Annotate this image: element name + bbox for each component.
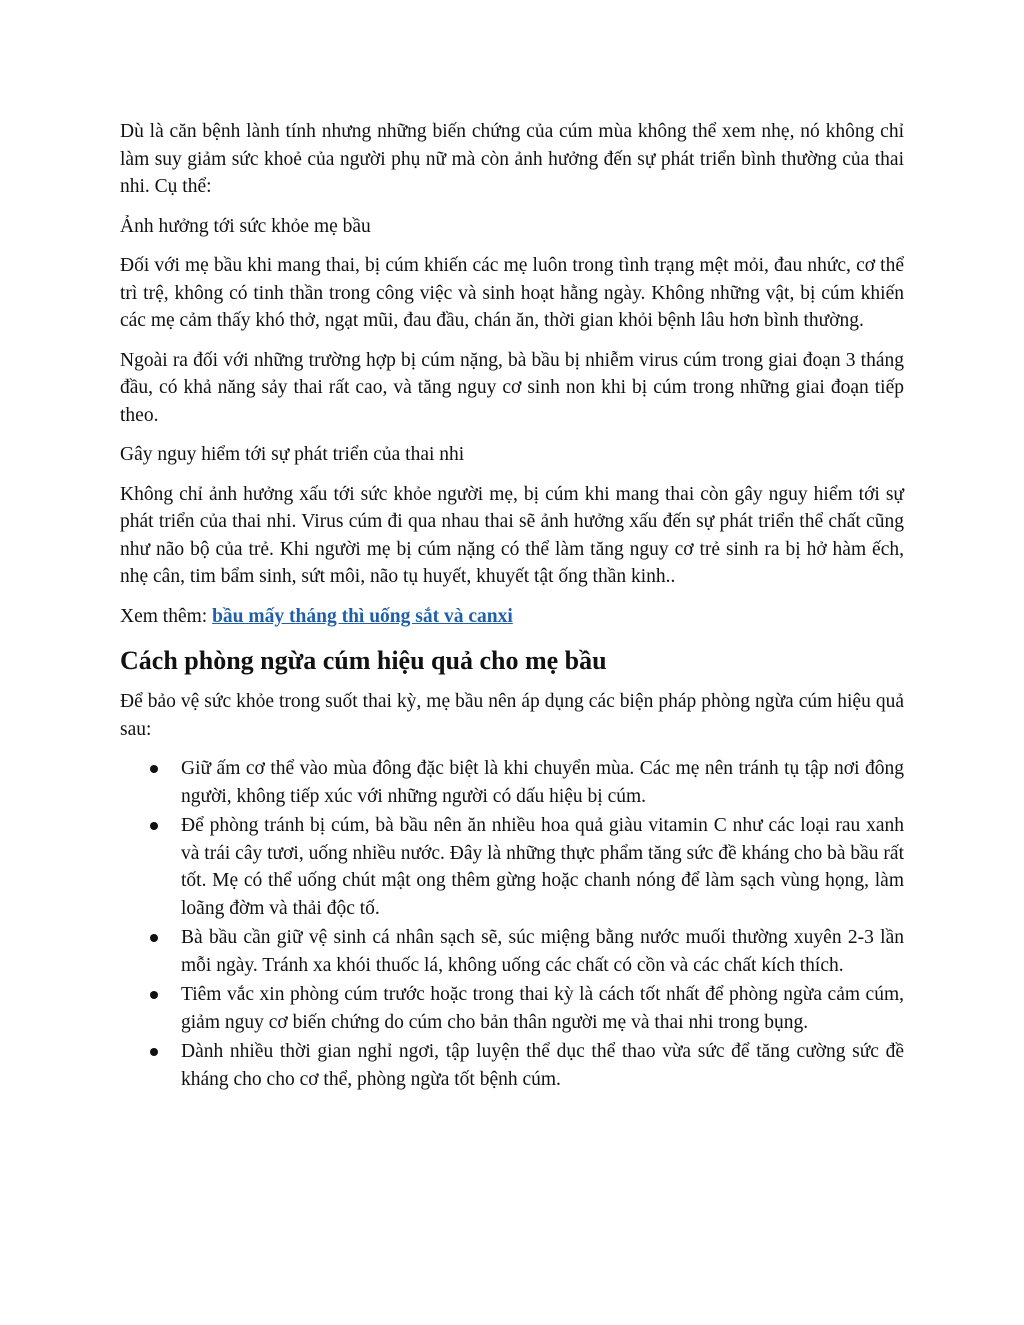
subheading-fetus-danger: Gây nguy hiểm tới sự phát triển của thai nhi: [120, 444, 465, 465]
see-more-line: [120, 603, 904, 631]
list-item-text: Để phòng tránh bị cúm, bà bầu nên ăn nhiều hoa quả giàu vitamin C như các loại rau xanh và trái cây tươi, uống nhiều nước. Đây là những thực phẩm tăng sức đề kháng cho bà bầu rất tốt. Mẹ có thể uống chút mật ong thêm gừng hoặc chanh nóng để làm sạch vùng họng, làm loãng đờm và thải độc tố.: [181, 815, 904, 919]
section-lead-paragraph: Để bảo vệ sức khỏe trong suốt thai kỳ, mẹ bầu nên áp dụng các biện pháp phòng ngừa cúm hiệu quả sau:: [120, 691, 904, 740]
list-item-text: Bà bầu cần giữ vệ sinh cá nhân sạch sẽ, súc miệng bằng nước muối thường xuyên 2-3 lần mỗi ngày. Tránh xa khói thuốc lá, không uống các chất có cồn và các chất kích thích.: [181, 927, 904, 976]
bullet-icon: [150, 822, 158, 830]
list-item: [120, 755, 904, 810]
document-page: [120, 118, 904, 1095]
list-item-text: Dành nhiều thời gian nghỉ ngơi, tập luyện thể dục thể thao vừa sức để tăng cường sức đề kháng cho cho cơ thể, phòng ngừa tốt bệnh cúm.: [181, 1041, 904, 1090]
fetus-paragraph: Không chỉ ảnh hưởng xấu tới sức khỏe người mẹ, bị cúm khi mang thai còn gây nguy hiểm tới sự phát triển của thai nhi. Virus cúm đi qua nhau thai sẽ ảnh hưởng xấu đến sự phát triển thể chất cũng như não bộ của trẻ. Khi người mẹ bị cúm nặng có thể làm tăng nguy cơ trẻ sinh ra bị hở hàm ếch, nhẹ cân, tim bẩm sinh, sứt môi, não tụ huyết, khuyết tật ống thần kinh..: [120, 483, 904, 587]
bullet-icon: [150, 1048, 158, 1056]
list-item: [120, 924, 904, 979]
mother-paragraph-2: Ngoài ra đối với những trường hợp bị cúm nặng, bà bầu bị nhiễm virus cúm trong giai đoạn 3 tháng đầu, có khả năng sảy thai rất cao, và tăng nguy cơ sinh non khi bị cúm trong những giai đoạn tiếp theo.: [120, 349, 904, 426]
subheading-mother-health: Ảnh hưởng tới sức khỏe mẹ bầu: [120, 215, 371, 237]
list-item-text: Tiêm vắc xin phòng cúm trước hoặc trong thai kỳ là cách tốt nhất để phòng ngừa cảm cúm, giảm nguy cơ biến chứng do cúm cho bản thân người mẹ và thai nhi trong bụng.: [181, 984, 904, 1033]
section-title: Cách phòng ngừa cúm hiệu quả cho mẹ bầu: [120, 646, 607, 675]
intro-paragraph: Dù là căn bệnh lành tính nhưng những biến chứng của cúm mùa không thể xem nhẹ, nó không chỉ làm suy giảm sức khoẻ của người phụ nữ mà còn ảnh hưởng đến sự phát triển bình thường của thai nhi. Cụ thể:: [120, 121, 904, 197]
prevention-list: [120, 755, 904, 1093]
mother-paragraph-1: Đối với mẹ bầu khi mang thai, bị cúm khiến các mẹ luôn trong tình trạng mệt mỏi, đau nhức, cơ thể trì trệ, không có tinh thần trong công việc và sinh hoạt hằng ngày. Không những vật, bị cúm khiến các mẹ cảm thấy khó thở, ngạt mũi, đau đầu, chán ăn, thời gian khỏi bệnh lâu hơn bình thường.: [120, 255, 904, 331]
list-item: [120, 981, 904, 1036]
see-more-link[interactable]: bầu mấy tháng thì uống sắt và canxi: [212, 605, 513, 627]
list-item-text: Giữ ấm cơ thể vào mùa đông đặc biệt là khi chuyển mùa. Các mẹ nên tránh tụ tập nơi đông người, không tiếp xúc với những người có dấu hiệu bị cúm.: [181, 758, 904, 807]
bullet-icon: [150, 934, 158, 942]
bullet-icon: [150, 991, 158, 999]
list-item: [120, 1038, 904, 1093]
see-more-label: Xem thêm:: [120, 605, 213, 627]
list-item: [120, 812, 904, 922]
bullet-icon: [150, 765, 158, 773]
